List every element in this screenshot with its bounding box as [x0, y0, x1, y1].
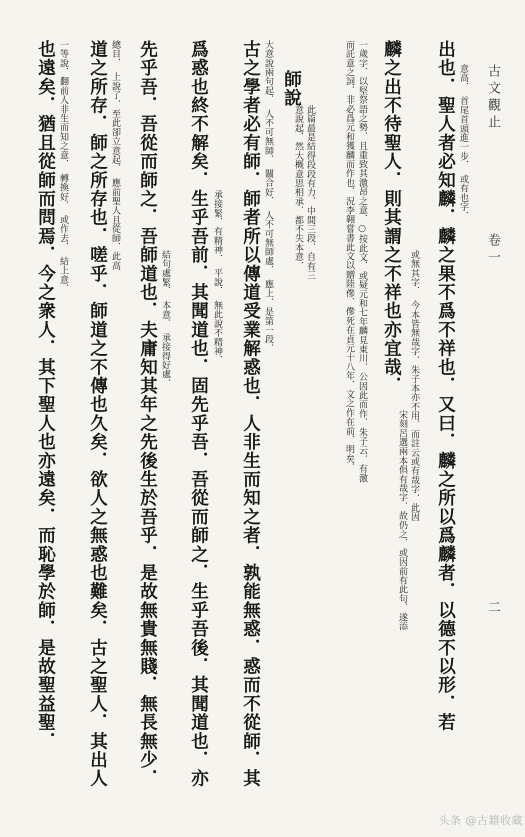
essay-title-note-a: 此篇最是結得段段有力．中間三段．自有三 [305, 105, 315, 280]
annotation-column-3b: 而託意之詞．非必爲元和獲麟而作也．況李翱嘗書此文以贈陸傪．傪死在貞元十八年．文之作在前．明矣． [344, 40, 354, 473]
annotation-column-8: 總目． 上說了．至此卻立意起． 應前聖人且從師．此高 [110, 40, 120, 271]
text-column-1: 出也．聖人者必知麟．麟之果不爲不祥也．又曰．麟之所以爲麟者．以德不以形．若 [435, 40, 456, 732]
annotation-column-1: 意高． 首尾首頭進一步． 或有也字． [458, 64, 468, 221]
essay-title: 師說 [281, 70, 302, 108]
essay-title-note-b: 意說起．然大概意思相承．都不失本意． [293, 105, 303, 271]
text-column-7: 先乎吾．吾從而師之．吾師道也．夫庸知其年之先後生於吾乎．是故無貴無賤．無長無少． [137, 40, 158, 788]
running-header-title: 古文觀止 [485, 64, 500, 132]
text-column-2: 麟之出不待聖人．則其謂之不祥也亦宜哉． [381, 40, 402, 396]
text-column-8: 道之所存．師之所存也．嗟乎．師道之不傳也久矣．欲人之無惑也難矣．古之聖人．其出人 [87, 40, 108, 788]
annotation-column-2a: 或無其字． 今本皆無哉字．朱子本亦不用．而註云或有哉字．此因 [409, 250, 419, 522]
annotation-column-2b: 宋刻呂選兩本俱有哉字．故仍之．或因前有此句．遂添 [397, 410, 407, 631]
text-column-5: 古之學者必有師．師者所以傳道受業解惑也．人非生而知之者．孰能無惑．惑而不從師．其 [240, 40, 261, 788]
text-column-6: 爲惑也終不解矣．生乎吾前．其聞道也．固先乎吾．吾從而師之．生乎吾後．其聞道也．亦 [188, 40, 209, 788]
watermark: 头条 @古籍收藏 [438, 814, 523, 827]
annotation-column-9: 一等說．翻前人非生而知之意． 轉換好． 或作去． 結上意． [58, 40, 68, 294]
running-header-volume: 卷一 [485, 233, 500, 267]
text-column-9: 也遠矣．猶且從師而問焉．今之衆人．其下聖人也亦遠矣．而恥學於師．是故聖益聖． [35, 40, 56, 751]
annotation-column-3a: 一歲字．以堅祭語之勢．且重致其激昂之意．○按此文．或疑元和七年麟見東川．公因此而作．朱子云．有激 [357, 40, 367, 483]
annotation-column-5: 大意說兩句起． 人不可無師． 關合好． 人不可無師處． 應上．是第一段． [263, 40, 273, 354]
annotation-column-7: 結句處緊． 本意． 承接得好處． [160, 250, 170, 389]
annotation-column-6: 承接緊．有精神． 平說． 無此說不精神． [212, 190, 222, 365]
page-number: 二 [485, 600, 500, 617]
